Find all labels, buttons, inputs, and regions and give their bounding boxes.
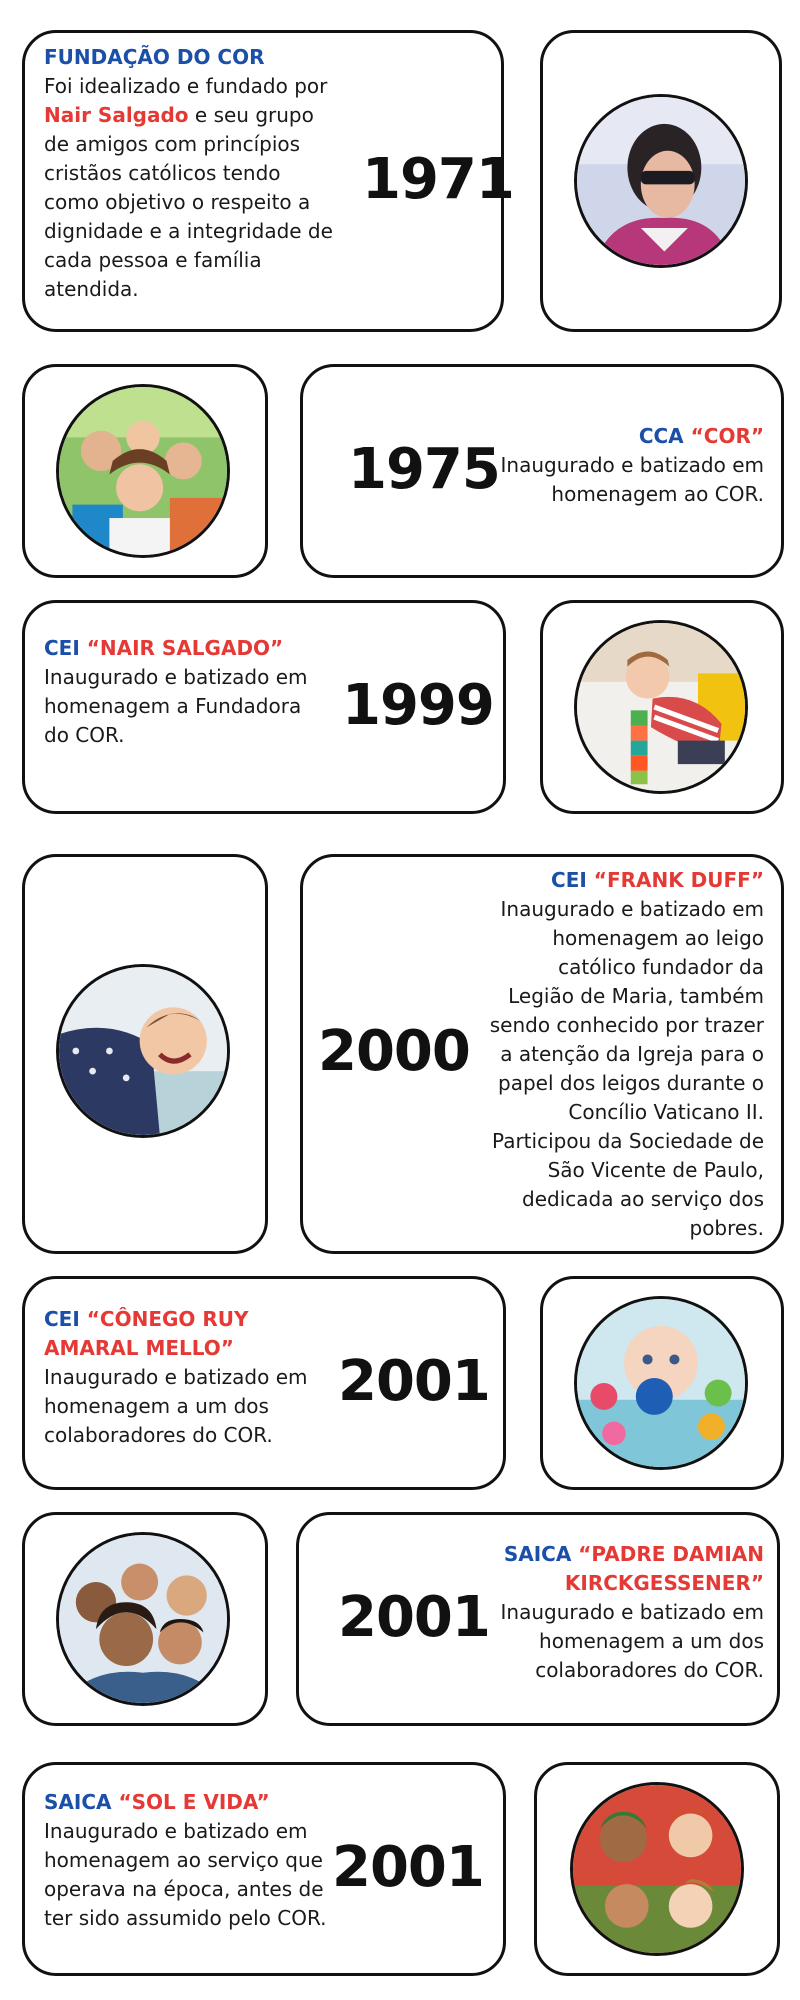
elderly-woman-sunglasses-photo <box>574 94 748 268</box>
entry-body: Inaugurado e batizado em homenagem a um dos colaboradores do COR. <box>500 1600 764 1682</box>
entry-text-2001-saica-damian <box>478 1540 764 1685</box>
entry-text-2000 <box>486 866 764 1243</box>
children-group-photo <box>56 384 230 558</box>
entry-title-red: “NAIR SALGADO” <box>86 636 284 660</box>
entry-body-rest: e seu grupo de amigos com princípios cristãos católicos tendo como objetivo o respeito a dignidade e a integridade de cada pessoa e família atendida. <box>44 103 333 301</box>
year-label: 2001 <box>338 1349 490 1414</box>
smiling-baby-photo <box>56 964 230 1138</box>
entry-title-red: “FRANK DUFF” <box>593 868 764 892</box>
entry-text-2001-cei <box>44 1305 334 1450</box>
entry-title-blue: CEI <box>44 636 80 660</box>
entry-title-blue: CEI <box>551 868 587 892</box>
entry-text-1971 <box>44 43 334 304</box>
entry-title-red: “SOL E VIDA” <box>118 1790 270 1814</box>
entry-title-red: “PADRE DAMIAN KIRCKGESSENER” <box>564 1542 764 1595</box>
entry-body-start: Foi idealizado e fundado por <box>44 74 328 98</box>
entry-title-blue: SAICA <box>44 1790 112 1814</box>
year-label: 1975 <box>348 437 500 502</box>
teen-group-selfie-photo <box>56 1532 230 1706</box>
entry-body: Inaugurado e batizado em homenagem a Fundadora do COR. <box>44 665 308 747</box>
entry-text-2001-saica-sol-e-vida <box>44 1788 334 1933</box>
entry-title-blue: CCA <box>638 424 684 448</box>
entry-body: Inaugurado e batizado em homenagem ao serviço que operava na época, antes de ter sido assumido pelo COR. <box>44 1819 327 1930</box>
entry-text-1975 <box>470 422 764 509</box>
baby-stacking-blocks-photo <box>574 620 748 794</box>
entry-title-blue: CEI <box>44 1307 80 1331</box>
founder-name: Nair Salgado <box>44 103 189 127</box>
entry-title-red: “CÔNEGO RUY AMARAL MELLO” <box>44 1307 249 1360</box>
entry-body: Inaugurado e batizado em homenagem a um dos colaboradores do COR. <box>44 1365 308 1447</box>
entry-title-red: “COR” <box>690 424 764 448</box>
entry-body: Inaugurado e batizado em homenagem ao COR. <box>500 453 764 506</box>
year-label: 2001 <box>332 1835 484 1900</box>
year-label: 1999 <box>342 673 494 738</box>
entry-title-blue: SAICA <box>503 1542 572 1566</box>
entry-title: FUNDAÇÃO DO COR <box>44 45 265 69</box>
year-label: 1971 <box>362 147 514 212</box>
kids-lying-in-circle-photo <box>570 1782 744 1956</box>
entry-text-1999 <box>44 634 314 750</box>
year-label: 2000 <box>318 1019 470 1084</box>
baby-ball-pit-photo <box>574 1296 748 1470</box>
entry-body: Inaugurado e batizado em homenagem ao leigo católico fundador da Legião de Maria, também sendo conhecido por trazer a atenção da Igreja para o papel dos leigos durante o Concílio Vaticano II. Participou da Sociedade de São Vicente de Paulo, dedicada ao serviço dos pobres. <box>489 897 764 1240</box>
year-label: 2001 <box>338 1585 490 1650</box>
